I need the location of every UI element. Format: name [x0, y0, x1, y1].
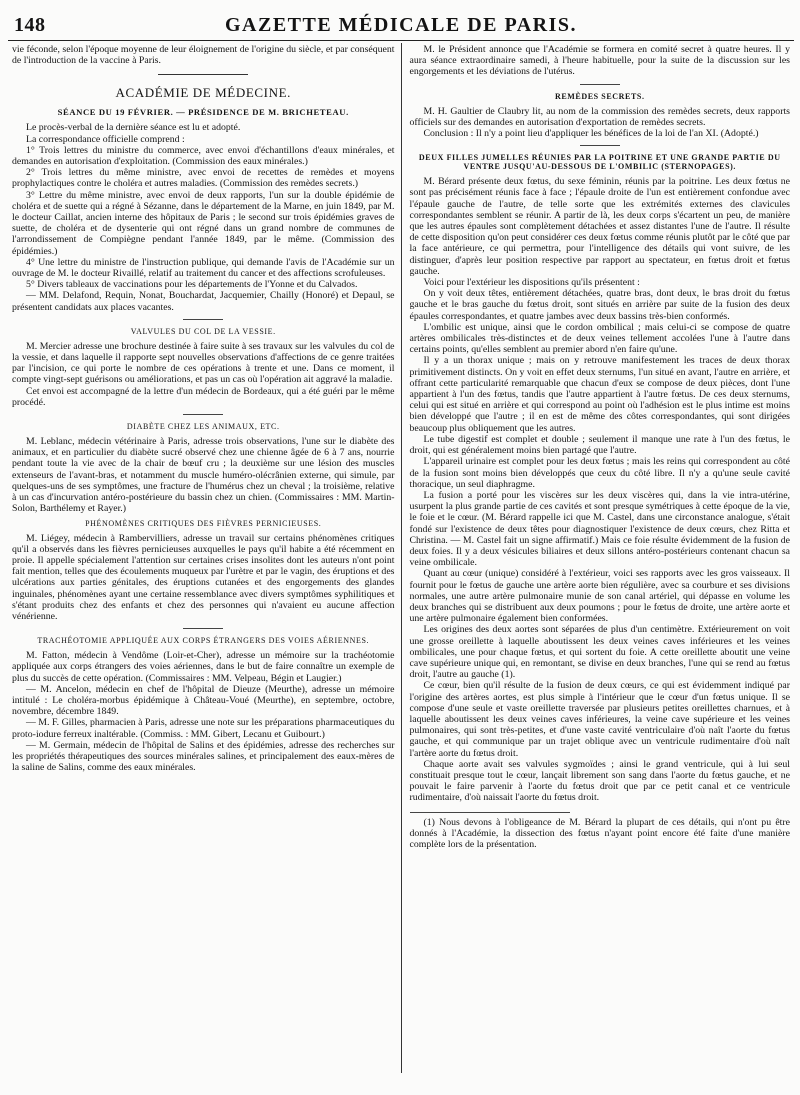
left-column [8, 41, 401, 1091]
subsection-heading: DIABÈTE CHEZ LES ANIMAUX, ETC. [126, 422, 280, 432]
paragraph: 4° Une lettre du ministre de l'instruction publique, qui demande l'avis de l'Académie sur un ouvrage de M. le docteur Rivaillé, relatif au traitement du cancer et des affections scrofuleuses. [12, 256, 395, 280]
paragraph: Il y a un thorax unique ; mais on y retrouve manifestement les traces de deux thorax primitivement distincts. On y voit en effet deux sternums, l'un situé en avant, l'autre en arrière, et offrant cette particularité remarquable que chacun d'eux se compose de deux pièces, dont l'une appartient à l'un des fœtus, tandis que l'autre appartient à l'autre fœtus. De ces deux sternums, celui qui est situé en arrière et qui correspond au point où l'adhésion est le plus intime est moins bien développé que l'autre ; il en est de même des côtes correspondantes, qui sont dirigées beaucoup plus obliquement que les autres. [409, 355, 790, 434]
paragraph: — M. F. Gilles, pharmacien à Paris, adresse une note sur les préparations pharmaceutiques du proto-iodure ferreux inaltérable. (Commiss. : MM. Gibert, Lecanu et Guibourt.) [12, 717, 395, 740]
journal-title: GAZETTE MÉDICALE DE PARIS. [224, 14, 578, 36]
paragraph: Quant au cœur (unique) considéré à l'extérieur, voici ses rapports avec les gros vaisseaux. Il fournit pour le fœtus de gauche une artère aorte bien régulière, avec sa courbure et ses divisions normales, une autre artère pulmonaire munie de son canal artériel, qui dépasse en volume les deux branches qui se distribuent aux deux poumons ; pour le fœtus de droite, une artère aorte et une artère pulmonaire également bien conformées. [409, 568, 790, 625]
paragraph: 2° Trois lettres du même ministre, avec envoi de recettes de remèdes et moyens prophylactiques contre le choléra et autres maladies. (Commission des remèdes secrets.) [12, 167, 395, 190]
paragraph: Le procès-verbal de la dernière séance est lu et adopté. [26, 122, 241, 134]
paragraph: L'appareil urinaire est complet pour les deux fœtus ; mais les reins qui correspondent au côté de la fusion sont moins bien développés que ceux du côté libre. Il n'y a qu'une seule cavité thoracique, un seul diaphragme. [409, 456, 790, 490]
paragraph: Cet envoi est accompagné de la lettre d'un médecin de Bordeaux, qui a été guéri par le même procédé. [12, 385, 395, 408]
paragraph: 5° Divers tableaux de vaccinations pour les départements de l'Yonne et du Calvados. [26, 279, 358, 291]
paragraph: M. Liégey, médecin à Rambervilliers, adresse un travail sur certains phénomènes critiques qu'il a observés dans les fièvres pernicieuses auxquelles le pays qu'il habite a été récemment en proie. Il appelle spécialement l'attention sur certaines crises insolites dont les auteurs n'ont point fait mention, telles que des écoulements muqueux par l'urètre et par le vagin, des éruptions et des ulcérations aux parties génitales, des éruptions cutanées et des engorgements des glandes inguinales, phénomènes ayant une certaine ressemblance avec divers symptômes syphilitiques et s'étant produits chez des enfants et chez des personnes qui n'avaient eu aucune affection vénérienne. [12, 532, 395, 622]
divider [580, 84, 620, 85]
paragraph: Voici pour l'extérieur les dispositions qu'ils présentent : [423, 277, 640, 289]
subsection-heading: REMÈDES SECRETS. [554, 91, 645, 101]
right-column [402, 41, 795, 1091]
paragraph: 3° Lettre du même ministre, avec envoi de deux rapports, l'un sur la double épidémie de choléra et de suette qui a régné à Sézanne, dans le département de la Marne, en juin 1849, par M. le docteur Caillat, ancien interne des hôpitaux de Paris ; le second sur trois épidémies graves de suette, de choléra et de dysenterie qui ont régné dans un grand nombre de communes de l'arrondissement de Compiègne pendant l'année 1849, par le même. (Commission des épidémies.) [12, 189, 395, 257]
paragraph: M. H. Gaultier de Claubry lit, au nom de la commission des remèdes secrets, deux rapports officiels sur des demandes en autorisation d'exportation de remèdes secrets. [409, 105, 790, 128]
paragraph: M. Bérard présente deux fœtus, du sexe féminin, réunis par la poitrine. Les deux fœtus ne sont pas précisément réunis face à face ; l'épaule droite de l'un est entièrement confondue avec l'épaule gauche de l'autre, de telle sorte que les extrémités externes des clavicules correspondantes semblent se réunir. A partir de là, les deux corps s'écartent un peu, de manière que les autres épaules sont complètement détachées et assez distantes l'une de l'autre. Il résulte de cette disposition qu'on peut considérer ces deux fœtus comme réunis plutôt par le côté que par la face antérieure, ce qui permettra, pour l'intelligence des détails qui vont suivre, de les distinguer, d'après leur position respective par rapport au spectateur, en fœtus droit et fœtus gauche. [409, 176, 790, 277]
paragraph: — M. Germain, médecin de l'hôpital de Salins et des épidémies, adresse des recherches sur les propriétés thérapeutiques des sources minérales salines, et principalement des eaux-mères de la saline de Salins, comme des eaux minérales. [12, 739, 395, 774]
paragraph: M. Mercier adresse une brochure destinée à faire suite à ses travaux sur les valvules du col de la vessie, et dans laquelle il rapporte sept nouvelles observations d'affections de ce genre traitées par l'incision, ce qui porte le nombre de ces opérations à trente et une. Dans ce moment, il compte vingt-sept guérisons ou améliorations, et pas un cas où l'opération ait aggravé la maladie. [12, 340, 395, 386]
paragraph: M. Fatton, médecin à Vendôme (Loir-et-Cher), adresse un mémoire sur la trachéotomie appliquée aux corps étrangers des voies aériennes, dans le but de faire connaître un exemple de plus du succès de cette opération. (Commissaires : MM. Velpeau, Bégin et Laugier.) [12, 650, 395, 684]
paragraph: — M. Ancelon, médecin en chef de l'hôpital de Dieuze (Meurthe), adresse un mémoire intitulé : Le choléra-morbus épidémique à Château-Voué (Meurthe), en septembre, octobre, novembre, décembre 1849. [12, 683, 395, 718]
divider [580, 145, 620, 146]
paragraph: La correspondance officielle comprend : [26, 133, 185, 145]
paragraph: vie féconde, selon l'époque moyenne de leur éloignement de l'origine du siècle, et par conséquent de l'introduction de la vaccine à Paris. [12, 44, 395, 67]
paragraph: Conclusion : Il n'y a point lieu d'appliquer les bénéfices de la loi de l'an XI. (Adopté.) [423, 128, 759, 140]
paragraph: — MM. Delafond, Requin, Nonat, Bouchardat, Jacquemier, Chailly (Honoré) et Depaul, se présentent candidats aux places vacantes. [12, 290, 395, 313]
paragraph: M. Leblanc, médecin vétérinaire à Paris, adresse trois observations, l'une sur le diabète des animaux, et en particulier du diabète sucré observé chez une chienne âgée de 6 à 7 ans, nourrie pendant toute la vie avec de la chair de bœuf cru ; la deuxième sur une lésion des muscles extenseurs de l'avant-bras, et notamment du muscle huméro-olécrânien externe, qui simule, par quelques-uns de ses symptômes, une fracture de l'humérus chez un cheval ; la troisième, relative à un cas d'incurvation antéro-postérieure du bassin chez un chien. (Commissaires : MM. Martin-Solon, Barthélemy et Rayer.) [12, 436, 395, 515]
divider [183, 628, 223, 629]
paragraph: L'ombilic est unique, ainsi que le cordon ombilical ; mais celui-ci se compose de quatre artères ombilicales très-distinctes et de deux veines tellement accolées l'une à l'autre dans certains points, qu'elles semblent au premier abord n'en faire qu'une. [409, 321, 790, 356]
page-number: 148 [14, 14, 46, 36]
footnote: (1) Nous devons à l'obligeance de M. Bérard la plupart de ces détails, qui n'ont pu être donnés à l'Académie, la dissection des fœtus n'ayant point encore été faite d'une manière complète lors de la présentation. [409, 816, 790, 850]
subsection-heading: VALVULES DU COL DE LA VESSIE. [130, 326, 276, 336]
paragraph: Les origines des deux aortes sont séparées de plus d'un centimètre. Extérieurement on voit une grosse oreillette à laquelle aboutissent les deux veines caves inférieures et les veines ombilicales, une pour chaque fœtus, et qui sortent du foie. A cette oreillette aboutit une veine cave supérieure unique qui, en remontant, se divise en deux branches, l'une qui se rend au fœtus droit, l'autre au gauche (1). [409, 624, 790, 681]
divider [183, 414, 223, 415]
session-heading: SÉANCE DU 19 FÉVRIER. — PRÉSIDENCE DE M. BRICHETEAU. [57, 107, 349, 118]
two-column-body [8, 41, 794, 1091]
subsection-heading: TRACHÉOTOMIE APPLIQUÉE AUX CORPS ÉTRANGERS DES VOIES AÉRIENNES. [37, 636, 370, 646]
divider [158, 74, 248, 75]
footnote-rule [410, 812, 570, 813]
subsection-heading: PHÉNOMÈNES CRITIQUES DES FIÈVRES PERNICIEUSES. [85, 518, 322, 528]
paragraph: M. le Président annonce que l'Académie se formera en comité secret à quatre heures. Il y aura séance extraordinaire samedi, à l'heure habituelle, pour la suite de la discussion sur les engorgements et les déviations de l'utérus. [409, 44, 790, 78]
paragraph: Chaque aorte avait ses valvules sygmoïdes ; ainsi le grand ventricule, qui à lui seul constituait presque tout le cœur, lançait librement son sang dans l'aorte du fœtus gauche, et ne pouvait le faire parvenir à l'aorte du fœtus droit que par ce petit canal et ce ventricule rudimentaire, d'où naissait l'aorte du fœtus droit. [409, 758, 790, 804]
section-title: ACADÉMIE DE MÉDECINE. [115, 85, 291, 101]
paragraph: La fusion a porté pour les viscères sur les deux viscères qui, dans la vie intra-utérine, usurpent la plus grande partie de ces cavités et sont presque symétriques à cette époque de la vie, le foie et le cœur. (M. Bérard rappelle ici que M. Castel, dans une circonstance analogue, s'était fondé sur l'existence de deux têtes pour diagnostiquer l'existence de deux cœurs, chez Ritta et Christina. — M. Castel fait un signe affirmatif.) Mais ce foie résulte évidemment de la fusion de deux foies. Il y a deux vésicules biliaires et deux sillons antéro-postérieurs contenant chacun sa veine ombilicale. [409, 489, 790, 569]
paragraph: 1° Trois lettres du ministre du commerce, avec envoi d'échantillons d'eaux minérales, et demandes en autorisation d'exploitation. (Commission des eaux minérales.) [12, 144, 395, 168]
paragraph: Le tube digestif est complet et double ; seulement il manque une rate à l'un des fœtus, le droit, qui est généralement moins bien partagé que l'autre. [409, 433, 790, 457]
paragraph: On y voit deux têtes, entièrement détachées, quatre bras, dont deux, le bras droit du fœtus gauche et le bras gauche du fœtus droit, sont situés en arrière par suite de la fusion des deux épaules correspondantes, et quatre jambes avec deux bassins très-bien conformés. [409, 288, 790, 322]
page-header [8, 4, 794, 41]
paragraph: Ce cœur, bien qu'il résulte de la fusion de deux cœurs, ce qui est évidemment indiqué par l'origine des artères aortes, est plus simple à l'intérieur que le cœur d'un fœtus unique. Il se compose d'une seule et vaste oreillette traversée par plusieurs petites oreillettes charnues, et à laquelle aboutissent les deux veines caves inférieures, la veine cave supérieure et les veines pulmonaires, qui sont très-petites, et d'une vaste cavité ventriculaire d'où naît l'aorte du fœtus gauche, et qui communique par un trajet oblique avec un ventricule rudimentaire d'où naît l'artère aorte du fœtus droit. [409, 680, 790, 759]
subsection-heading: DEUX FILLES JUMELLES RÉUNIES PAR LA POITRINE ET UNE GRANDE PARTIE DU VENTRE JUSQU'AU-DESSOUS DE L'OMBILIC (STERNOPAGES). [418, 153, 781, 172]
divider [183, 319, 223, 320]
